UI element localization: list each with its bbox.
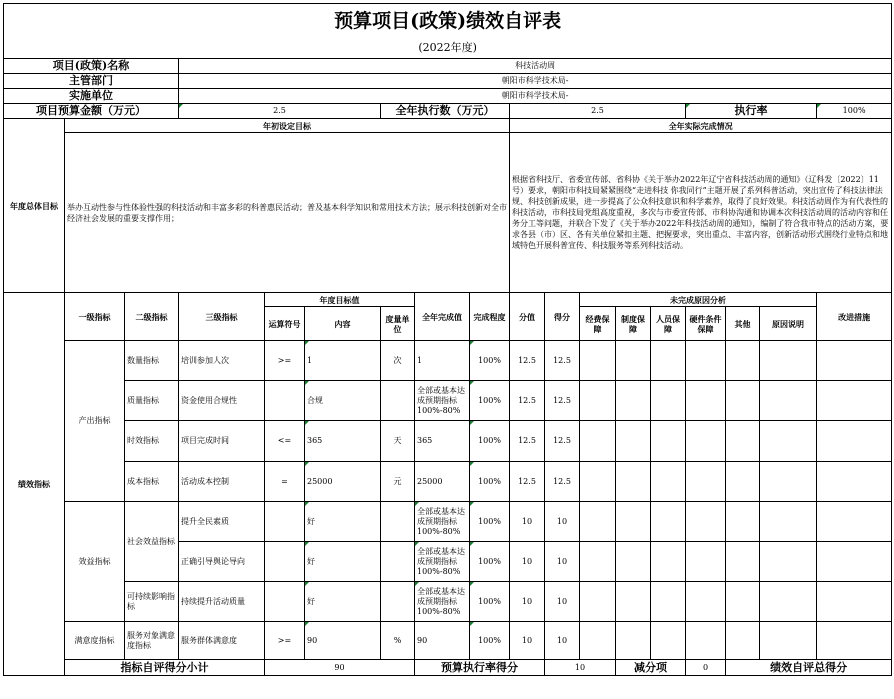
level2-cell: 质量指标 — [125, 381, 179, 421]
degree-cell: 100% — [470, 502, 510, 542]
level3-header: 三级指标 — [179, 293, 265, 341]
budget-value: 2.5 — [179, 104, 381, 119]
unit-cell — [381, 381, 415, 421]
done-cell: 1 — [415, 341, 470, 381]
system-cell — [616, 582, 651, 622]
operator-cell: >= — [265, 622, 305, 660]
unit-value: 朝阳市科学技术局- — [179, 89, 892, 104]
improve-header: 改进措施 — [817, 293, 892, 341]
econ-cell — [580, 502, 616, 542]
hardware-cell — [686, 502, 726, 542]
content-cell: 好 — [305, 502, 381, 542]
actual-text: 根据省科技厅、省委宣传部、省科协《关于举办2022年辽宁省科技活动周的通知》（辽科发〔2022〕11号）要求，朝阳市科技局紧紧围绕“走进科技 你我同行”主题开展了系列科普活动，突出宣传了科技法律法规、科技创新成果，进一步提高了公众科技意识和科学素养，取得了良好效果。科技活动周作为有代表性的科技活动，市科技局党组高度重视，多次与市委宣传部、市科协沟通和协调本次科技活动周的活动内容和任务分工等问题，并联合下发了《关于举办2022年科技活动周的通知》，编制了符合我市特点的活动方案，要求各县（市）区、各有关单位紧扣主题、把握要求，突出重点、丰富内容，创新活动形式围绕行业特点和地域特色开展科普宣传、科技服务等系列科技活动。 — [510, 133, 892, 293]
group-output: 产出指标 — [65, 341, 125, 502]
staff-header: 人员保障 — [651, 307, 686, 341]
reason-cell — [760, 421, 817, 462]
done-cell: 365 — [415, 421, 470, 462]
evaluation-table — [3, 3, 892, 676]
unfinished-header: 未完成原因分析 — [580, 293, 817, 307]
unit-cell: 元 — [381, 462, 415, 502]
econ-cell — [580, 582, 616, 622]
score-val-cell: 12.5 — [510, 341, 545, 381]
econ-cell — [580, 341, 616, 381]
other-header: 其他 — [726, 307, 760, 341]
group-satisfaction: 满意度指标 — [65, 622, 125, 660]
level2-header: 二级指标 — [125, 293, 179, 341]
actual-header: 全年实际完成情况 — [510, 119, 892, 133]
hardware-header: 硬件条件保障 — [686, 307, 726, 341]
score-cell: 12.5 — [545, 381, 580, 421]
score-header: 得分 — [545, 293, 580, 341]
score-cell: 10 — [545, 582, 580, 622]
staff-cell — [651, 462, 686, 502]
hardware-cell — [686, 622, 726, 660]
degree-cell: 100% — [470, 381, 510, 421]
hardware-cell — [686, 381, 726, 421]
department-label: 主管部门 — [4, 74, 179, 89]
budget-label: 项目预算金额（万元） — [4, 104, 179, 119]
content-cell: 365 — [305, 421, 381, 462]
econ-cell — [580, 381, 616, 421]
improve-cell — [817, 462, 892, 502]
goal-text: 举办互动性参与性体验性强的科技活动和丰富多彩的科普惠民活动；普及基本科学知识和常用技术方法；展示科技创新对全市经济社会发展的重要支撑作用； — [65, 133, 510, 293]
system-cell — [616, 421, 651, 462]
other-cell — [726, 381, 760, 421]
level2-cell: 服务对象满意度指标 — [125, 622, 179, 660]
annual-exec-label: 全年执行数（万元） — [381, 104, 510, 119]
unit-cell — [381, 502, 415, 542]
econ-cell — [580, 622, 616, 660]
score-cell: 10 — [545, 622, 580, 660]
staff-cell — [651, 421, 686, 462]
table-row — [4, 462, 892, 502]
reason-cell — [760, 341, 817, 381]
reason-cell — [760, 381, 817, 421]
system-cell — [616, 502, 651, 542]
score-val-cell: 10 — [510, 502, 545, 542]
staff-cell — [651, 502, 686, 542]
unit-cell: % — [381, 622, 415, 660]
score-cell: 12.5 — [545, 421, 580, 462]
content-cell: 1 — [305, 341, 381, 381]
system-cell — [616, 622, 651, 660]
content-cell: 25000 — [305, 462, 381, 502]
other-cell — [726, 622, 760, 660]
evaluation-sheet — [3, 3, 891, 693]
degree-cell: 100% — [470, 421, 510, 462]
subtotal-label: 指标自评得分小计 — [65, 660, 265, 676]
table-row — [4, 582, 892, 622]
level2-cell: 可持续影响指标 — [125, 582, 179, 622]
staff-cell — [651, 381, 686, 421]
table-row — [4, 341, 892, 381]
exec-rate-value: 100% — [817, 104, 892, 119]
operator-cell — [265, 542, 305, 582]
level1-header: 一级指标 — [65, 293, 125, 341]
score-val-cell: 10 — [510, 582, 545, 622]
table-row — [4, 622, 892, 660]
table-row — [4, 381, 892, 421]
level3-cell: 培训参加人次 — [179, 341, 265, 381]
score-val-cell: 10 — [510, 542, 545, 582]
staff-cell — [651, 542, 686, 582]
operator-cell — [265, 381, 305, 421]
improve-cell — [817, 421, 892, 462]
annual-target-header: 年度目标值 — [265, 293, 415, 307]
content-cell: 合规 — [305, 381, 381, 421]
degree-cell: 100% — [470, 341, 510, 381]
reason-cell — [760, 462, 817, 502]
page-title: 预算项目(政策)绩效自评表 — [4, 4, 892, 38]
content-header: 内容 — [305, 307, 381, 341]
deduct-label: 减分项 — [616, 660, 686, 676]
other-cell — [726, 582, 760, 622]
system-header: 制度保障 — [616, 307, 651, 341]
system-cell — [616, 341, 651, 381]
econ-cell — [580, 421, 616, 462]
operator-cell: = — [265, 462, 305, 502]
hardware-cell — [686, 341, 726, 381]
operator-cell: >= — [265, 341, 305, 381]
score-cell: 10 — [545, 542, 580, 582]
degree-cell: 100% — [470, 582, 510, 622]
initial-goal-header: 年初设定目标 — [65, 119, 510, 133]
level3-cell: 持续提升活动质量 — [179, 582, 265, 622]
unit-cell: 次 — [381, 341, 415, 381]
done-cell: 全部或基本达成预期指标100%-80% — [415, 381, 470, 421]
annual-goal-label: 年度总体目标 — [4, 119, 65, 293]
score-val-cell: 12.5 — [510, 462, 545, 502]
table-row — [4, 421, 892, 462]
reason-header: 原因说明 — [760, 307, 817, 341]
content-cell: 好 — [305, 542, 381, 582]
other-cell — [726, 421, 760, 462]
econ-cell — [580, 462, 616, 502]
score-cell: 12.5 — [545, 341, 580, 381]
total-label: 绩效自评总得分 — [726, 660, 892, 676]
operator-cell — [265, 582, 305, 622]
done-cell: 90 — [415, 622, 470, 660]
econ-header: 经费保障 — [580, 307, 616, 341]
table-row — [4, 502, 892, 542]
improve-cell — [817, 341, 892, 381]
system-cell — [616, 381, 651, 421]
budget-rate-score-value: 10 — [545, 660, 616, 676]
done-cell: 全部或基本达成预期指标100%-80% — [415, 502, 470, 542]
hardware-cell — [686, 421, 726, 462]
level3-cell: 项目完成时间 — [179, 421, 265, 462]
done-cell: 全部或基本达成预期指标100%-80% — [415, 582, 470, 622]
system-cell — [616, 462, 651, 502]
level2-cell: 时效指标 — [125, 421, 179, 462]
level3-cell: 正确引导舆论导向 — [179, 542, 265, 582]
level3-cell: 活动成本控制 — [179, 462, 265, 502]
econ-cell — [580, 542, 616, 582]
reason-cell — [760, 542, 817, 582]
content-cell: 好 — [305, 582, 381, 622]
score-cell: 10 — [545, 502, 580, 542]
done-cell: 25000 — [415, 462, 470, 502]
staff-cell — [651, 341, 686, 381]
degree-cell: 100% — [470, 462, 510, 502]
staff-cell — [651, 622, 686, 660]
degree-cell: 100% — [470, 622, 510, 660]
operator-cell: <= — [265, 421, 305, 462]
done-cell: 全部或基本达成预期指标100%-80% — [415, 542, 470, 582]
level3-cell: 提升全民素质 — [179, 502, 265, 542]
unit-cell — [381, 582, 415, 622]
deduct-value: 0 — [686, 660, 726, 676]
unit-cell: 天 — [381, 421, 415, 462]
degree-cell: 100% — [470, 542, 510, 582]
project-name-value: 科技活动周 — [179, 59, 892, 74]
reason-cell — [760, 502, 817, 542]
other-cell — [726, 542, 760, 582]
score-cell: 12.5 — [545, 462, 580, 502]
improve-cell — [817, 502, 892, 542]
staff-cell — [651, 582, 686, 622]
improve-cell — [817, 582, 892, 622]
subtotal-value: 90 — [265, 660, 415, 676]
improve-cell — [817, 542, 892, 582]
report-year: (2022年度) — [4, 38, 892, 59]
measure-unit-header: 度量单位 — [381, 307, 415, 341]
score-val-cell: 12.5 — [510, 421, 545, 462]
other-cell — [726, 502, 760, 542]
annual-exec-value: 2.5 — [510, 104, 686, 119]
system-cell — [616, 542, 651, 582]
group-benefit: 效益指标 — [65, 502, 125, 622]
degree-header: 完成程度 — [470, 293, 510, 341]
department-value: 朝阳市科学技术局- — [179, 74, 892, 89]
perf-label: 绩效指标 — [4, 293, 65, 676]
unit-cell — [381, 542, 415, 582]
budget-rate-score-label: 预算执行率得分 — [415, 660, 545, 676]
level2-cell: 社会效益指标 — [125, 502, 179, 582]
score-val-cell: 12.5 — [510, 381, 545, 421]
level3-cell: 服务群体满意度 — [179, 622, 265, 660]
annual-done-header: 全年完成值 — [415, 293, 470, 341]
project-name-label: 项目(政策)名称 — [4, 59, 179, 74]
improve-cell — [817, 622, 892, 660]
exec-rate-label: 执行率 — [686, 104, 817, 119]
operator-cell — [265, 502, 305, 542]
hardware-cell — [686, 542, 726, 582]
other-cell — [726, 341, 760, 381]
content-cell: 90 — [305, 622, 381, 660]
improve-cell — [817, 381, 892, 421]
reason-cell — [760, 622, 817, 660]
hardware-cell — [686, 462, 726, 502]
level3-cell: 资金使用合规性 — [179, 381, 265, 421]
reason-cell — [760, 582, 817, 622]
score-val-cell: 10 — [510, 622, 545, 660]
unit-label: 实施单位 — [4, 89, 179, 104]
level2-cell: 数量指标 — [125, 341, 179, 381]
score-val-header: 分值 — [510, 293, 545, 341]
other-cell — [726, 462, 760, 502]
operator-header: 运算符号 — [265, 307, 305, 341]
hardware-cell — [686, 582, 726, 622]
level2-cell: 成本指标 — [125, 462, 179, 502]
